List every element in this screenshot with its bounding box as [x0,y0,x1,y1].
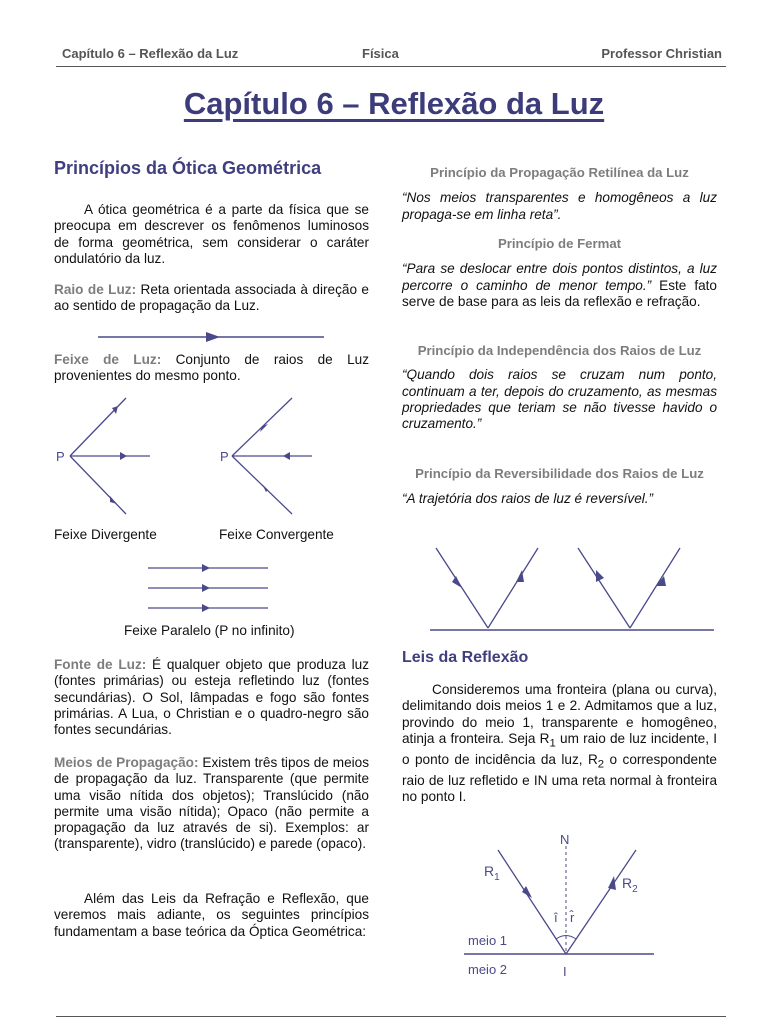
principle-independence-quote: “Quando dois raios se cruzam num ponto, continuam a ter, depois do cruzamento, as mesmas propriedades que teriam se não tivesse havido o cruzamento.” [402,367,717,432]
divergent-beam-diagram [54,396,154,522]
raio-text: Reta orientada associada à direção e ao sentido de propagação da Luz. [54,282,369,314]
section-title-leis [402,650,717,666]
leis-title: Leis da Reflexão [402,649,529,666]
intro-paragraph [54,202,369,267]
principle-fermat-title: Princípio de Fermat [497,236,622,251]
feixe-definition [54,352,369,385]
feixe-text: Conjunto de raios de Luz provenientes do mesmo ponto. [54,352,370,384]
page-title: Capítulo 6 – Reflexão da Luz [183,86,605,121]
closing-text: Além das Leis da Refração e Reflexão, que veremos mais adiante, os seguintes princípios fundamentam a base teórica da Óptica Geométrica: [54,891,369,939]
leis-paragraph [402,682,717,806]
meios-text: Existem três tipos de meios de propagação da luz. Transparente (que permite uma visão nítida dos objetos); Translúcido (não permite uma visão nítida); Opaco (não permite a propagação da luz através de si). Exemplos: ar (transparente), vidro (translúcido) e parede (opaco). [54,755,370,852]
principle-reversibility-quote: “A trajetória dos raios de luz é reversível.” [402,491,654,507]
meios-term: Meios de Propagação: [54,755,199,770]
principle-rectilinear-title: Princípio da Propagação Retilínea da Luz [430,165,689,180]
header-chapter: Capítulo 6 – Reflexão da Luz [62,46,239,61]
principle-fermat-quote: “Para se deslocar entre dois pontos distintos, a luz percorre o caminho de menor tempo.” [402,261,717,293]
principle-independence [402,343,717,432]
fonte-term: Fonte de Luz: [54,657,147,672]
closing-paragraph [54,891,369,940]
ray-label-r2: $R_2$ [622,875,638,895]
leis-sub-2: 2 [597,758,605,771]
leis-text-c: o correspondente raio de luz refletido e IN uma reta normal à fronteira no ponto I. [402,751,717,805]
leis-sub-1: 1 [549,737,556,750]
raio-definition [54,282,369,315]
principle-fermat-text: Este fato serve de base para as leis da reflexão e refração. [402,277,717,309]
principle-fermat [402,236,717,310]
principle-reversibility-title: Princípio da Reversibilidade dos Raios de Luz [415,466,704,481]
section-title-optics [54,160,369,176]
feixe-term: Feixe de Luz: [54,352,162,367]
normal-label-n: N [560,832,570,847]
header-subject: Física [362,46,399,61]
fonte-definition [54,657,369,738]
fonte-text: É qualquer objeto que produza luz (fontes primárias) ou esteja refletindo luz (fontes secundárias). O Sol, lâmpadas e fogo são fontes primárias. A Lua, o Christian e o quadro-negro são fontes secundárias. [54,657,369,738]
principle-rectilinear [402,165,717,223]
light-ray-diagram [96,328,328,346]
meio-2-label: meio 2 [468,962,508,977]
section-title-text: Princípios da Ótica Geométrica [54,158,322,178]
angle-i-label: î [554,910,558,925]
ray-label-r1: $R_1$ [484,863,500,883]
principle-reversibility [402,466,717,508]
principle-rectilinear-quote: “Nos meios transparentes e homogêneos a luz propaga-se em linha reta”. [402,190,717,222]
meios-definition [54,755,369,853]
point-p-convergent: P [220,449,229,464]
leis-text-b: um raio de luz incidente, I o ponto de incidência da luz, R [402,730,717,767]
point-p-divergent: P [56,449,65,464]
reversibility-diagram [400,544,720,636]
footer-divider [56,1016,726,1017]
page-header [56,44,726,67]
header-author: Professor Christian [601,46,722,61]
incidence-point-label: I [563,964,567,979]
caption-divergent: Feixe Divergente [54,527,157,542]
raio-term: Raio de Luz: [54,282,137,297]
leis-text-a: Consideremos uma fronteira (plana ou curva), delimitando dois meios 1 e 2. Admitamos que a luz, provindo do meio 1, transparente e homogêneo, atinja a fronteira. Seja R [402,682,717,746]
angle-r-label: r̂ [570,910,575,925]
caption-convergent: Feixe Convergente [219,527,334,542]
convergent-beam-diagram [216,396,316,522]
caption-parallel: Feixe Paralelo (P no infinito) [124,623,295,638]
reflection-law-diagram [460,830,660,980]
intro-text: A ótica geométrica é a parte da física que se preocupa em descrever os fenômenos luminosos de forma geométrica, sem considerar o caráter ondulatório da luz. [54,202,369,266]
parallel-beam-diagram [146,560,272,618]
meio-1-label: meio 1 [468,933,508,948]
principle-independence-title: Princípio da Independência dos Raios de Luz [417,343,702,358]
